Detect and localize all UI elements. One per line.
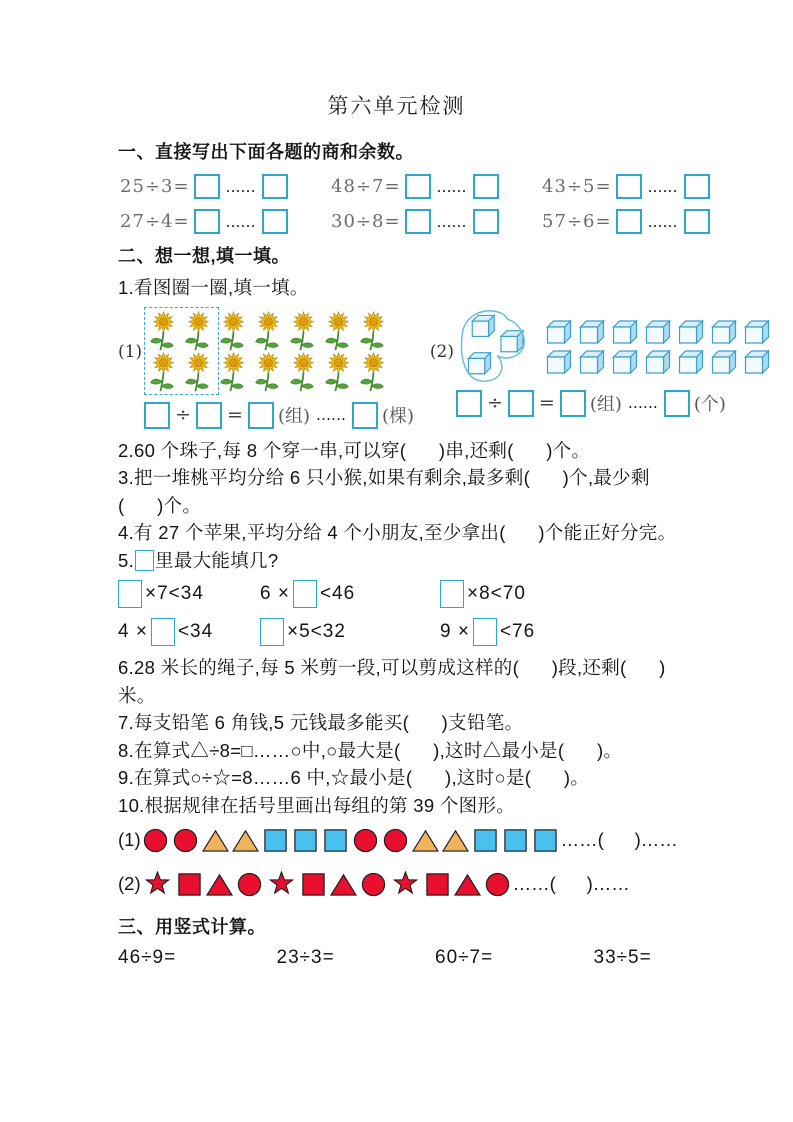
inequality-text: 9 × — [440, 621, 470, 642]
shape-square-icon — [176, 871, 203, 898]
division-problem — [542, 174, 775, 199]
shape-row-2-label: (2) — [118, 873, 141, 894]
ellipsis-dots: …… — [225, 212, 256, 231]
item-unit-label: (个) — [693, 394, 726, 415]
inequality-text: ×8<70 — [467, 583, 526, 604]
section1-heading: 一、直接写出下面各题的商和余数。 — [118, 142, 414, 162]
answer-box[interactable] — [262, 174, 288, 199]
answer-box[interactable] — [405, 209, 431, 234]
ellipsis-dots: …… — [315, 406, 346, 424]
shape-triangle-icon — [442, 827, 469, 854]
answer-box[interactable] — [262, 209, 288, 234]
cube-icon — [577, 317, 608, 345]
divide-symbol: ÷ — [175, 404, 192, 426]
vertical-calc-problem: 33÷5= — [593, 947, 652, 968]
division-expression: 27÷4= — [120, 211, 190, 232]
shape-circle-icon — [352, 827, 379, 854]
question-5-text — [118, 547, 775, 575]
division-expression: 48÷7= — [331, 176, 401, 197]
shape-circle-icon — [360, 871, 387, 898]
shape-square-icon — [532, 827, 559, 854]
answer-box[interactable] — [118, 580, 142, 608]
question-1-figures — [118, 308, 775, 429]
cube-icon — [544, 347, 575, 375]
answer-box[interactable] — [440, 580, 464, 608]
answer-box[interactable] — [196, 402, 222, 429]
shape-row-1-tail: ……( )…… — [560, 829, 678, 850]
shape-triangle-icon — [454, 871, 481, 898]
shape-circle-icon — [172, 827, 199, 854]
inequality-item — [440, 618, 535, 646]
answer-box[interactable] — [616, 174, 642, 199]
vertical-calc-problem: 46÷9= — [118, 947, 177, 968]
sunflower-icon — [357, 352, 390, 393]
ellipsis-dots: …… — [436, 212, 467, 231]
cube-icon — [610, 317, 641, 345]
figure-2-label: (2) — [429, 341, 454, 362]
equals-symbol: = — [227, 404, 243, 426]
answer-box[interactable] — [293, 580, 317, 608]
answer-box[interactable] — [352, 402, 378, 429]
equals-symbol: = — [538, 392, 555, 414]
sunflower-group — [144, 308, 414, 396]
division-problem — [120, 209, 331, 234]
sunflower-icon — [287, 311, 320, 352]
group-unit-label: (组) — [277, 406, 310, 427]
section3-heading: 三、用竖式计算。 — [118, 917, 266, 937]
shape-row-2-shapes — [142, 871, 511, 898]
shape-square-icon — [292, 827, 319, 854]
shape-triangle-icon — [202, 827, 229, 854]
question-1-text: 1.看图圈一圈,填一填。 — [118, 277, 309, 298]
inequality-text: 4 × — [118, 621, 148, 642]
shape-circle-icon — [484, 871, 511, 898]
figure-2 — [430, 308, 775, 417]
sunflower-icon — [147, 311, 180, 352]
inequality-item — [260, 580, 440, 608]
question-4-text: 4.有 27 个苹果,平均分给 4 个小朋友,至少拿出( )个能正好分完。 — [118, 522, 677, 543]
cube-icon — [643, 347, 674, 375]
group-unit-label: (组) — [589, 394, 622, 415]
question-9-text: 9.在算式○÷☆=8……6 中,☆最小是( ),这时○是( )。 — [118, 767, 590, 788]
question-3-text-line2: ( )个。 — [118, 494, 202, 516]
shape-row-1-shapes — [142, 827, 559, 854]
cube-icon — [742, 347, 773, 375]
shape-row-1-label: (1) — [118, 829, 141, 850]
ellipsis-dots: …… — [225, 177, 256, 196]
figure-2-equation — [456, 390, 775, 417]
question-8-text: 8.在算式△÷8=□……○中,○最大是( ),这时△最小是( )。 — [118, 739, 623, 761]
sunflower-icon — [147, 352, 180, 393]
shape-star-icon — [142, 871, 173, 898]
worksheet-content — [0, 120, 793, 969]
division-grid — [120, 174, 775, 234]
answer-box[interactable] — [473, 618, 497, 646]
question-10-text: 10.根据规律在括号里画出每组的第 39 个图形。 — [118, 794, 516, 816]
cube-icon — [610, 347, 641, 375]
sunflower-icon — [252, 352, 285, 393]
cube-icon — [577, 347, 608, 375]
answer-box[interactable] — [508, 390, 534, 417]
answer-box[interactable] — [560, 390, 586, 417]
ellipsis-dots: …… — [647, 177, 678, 196]
shape-row-2 — [118, 867, 775, 901]
answer-box[interactable] — [405, 174, 431, 199]
cube-icon — [676, 317, 707, 345]
sunflower-icon — [252, 311, 285, 352]
division-problem — [331, 209, 542, 234]
sunflower-icon — [182, 311, 215, 352]
flower-grid — [147, 311, 411, 393]
cube-icon — [643, 317, 674, 345]
divide-symbol: ÷ — [487, 392, 503, 414]
cube-icon — [709, 317, 740, 345]
question-7-text: 7.每支铅笔 6 角钱,5 元钱最多能买( )支铅笔。 — [118, 712, 524, 733]
division-expression: 57÷6= — [542, 211, 612, 232]
answer-box[interactable] — [144, 402, 170, 429]
division-problem — [120, 174, 331, 199]
ellipsis-dots: …… — [627, 394, 658, 412]
shape-square-icon — [262, 827, 289, 854]
answer-box[interactable] — [684, 174, 710, 199]
answer-box[interactable] — [194, 209, 220, 234]
item-unit-label: (棵) — [381, 406, 415, 427]
answer-box[interactable] — [456, 390, 482, 417]
vertical-calc-problem: 60÷7= — [435, 947, 494, 968]
answer-box[interactable] — [473, 209, 499, 234]
answer-box[interactable] — [684, 209, 710, 234]
cube-group — [456, 308, 775, 384]
division-problem — [331, 174, 542, 199]
cube-icon — [742, 317, 773, 345]
ellipsis-dots: …… — [647, 212, 678, 231]
question-6-text-line1: 6.28 米长的绳子,每 5 米剪一段,可以剪成这样的( )段,还剩( ) — [118, 657, 666, 678]
shape-square-icon — [322, 827, 349, 854]
figure-1-label: (1) — [118, 341, 143, 362]
question-6-text-line2: 米。 — [118, 684, 156, 706]
inequality-item — [118, 618, 260, 646]
shape-square-icon — [300, 871, 327, 898]
page-title: 第六单元检测 — [327, 94, 466, 118]
cube-icon — [544, 317, 575, 345]
question-5-prefix: 5. — [118, 549, 135, 571]
vertical-calc-row — [118, 947, 775, 969]
vertical-calc-problem: 23÷3= — [276, 947, 335, 968]
shape-triangle-icon — [206, 871, 233, 898]
shape-triangle-icon — [330, 871, 357, 898]
answer-box[interactable] — [260, 618, 284, 646]
shape-triangle-icon — [412, 827, 439, 854]
inequality-text: 6 × — [260, 583, 290, 604]
shape-square-icon — [502, 827, 529, 854]
shape-row-1 — [118, 823, 775, 857]
inequality-text: ×7<34 — [145, 583, 204, 604]
division-expression: 30÷8= — [331, 211, 401, 232]
inequality-row-2 — [118, 616, 775, 648]
inequality-item — [118, 580, 260, 608]
answer-box[interactable] — [194, 174, 220, 199]
question-5-suffix: 里最大能填几? — [155, 549, 279, 571]
shape-square-icon — [424, 871, 451, 898]
answer-box[interactable] — [248, 402, 274, 429]
shape-star-icon — [266, 871, 297, 898]
sunflower-icon — [217, 311, 250, 352]
sunflower-icon — [322, 352, 355, 393]
answer-box[interactable] — [664, 390, 690, 417]
inequality-text: <46 — [319, 583, 356, 604]
cube-icon — [676, 347, 707, 375]
question-2-text: 2.60 个珠子,每 8 个穿一串,可以穿( )串,还剩( )个。 — [118, 439, 591, 461]
sunflower-icon — [322, 311, 355, 352]
shape-star-icon — [390, 871, 421, 898]
shape-row-2-tail: ……( )…… — [512, 873, 630, 894]
shape-square-icon — [472, 827, 499, 854]
figure-1 — [118, 308, 424, 429]
answer-box[interactable] — [151, 618, 175, 646]
sunflower-icon — [217, 352, 250, 393]
shape-circle-icon — [142, 827, 169, 854]
division-expression: 25÷3= — [120, 176, 190, 197]
answer-box[interactable] — [473, 174, 499, 199]
inequality-row-1 — [118, 578, 775, 610]
circled-cubes-icon — [456, 308, 544, 384]
cube-grid — [544, 317, 775, 377]
sunflower-icon — [287, 352, 320, 393]
shape-circle-icon — [382, 827, 409, 854]
question-3-text-line1: 3.把一堆桃平均分给 6 只小猴,如果有剩余,最多剩( )个,最少剩 — [118, 467, 650, 488]
ellipsis-dots: …… — [436, 177, 467, 196]
section2-heading: 二、想一想,填一填。 — [118, 246, 291, 266]
inequality-text: <34 — [177, 621, 214, 642]
inequality-item — [440, 580, 526, 608]
answer-box[interactable] — [135, 550, 154, 571]
division-expression: 43÷5= — [542, 176, 612, 197]
answer-box[interactable] — [616, 209, 642, 234]
division-problem — [542, 209, 775, 234]
sunflower-icon — [182, 352, 215, 393]
inequality-text: ×5<32 — [287, 621, 346, 642]
inequality-item — [260, 618, 440, 646]
sunflower-icon — [357, 311, 390, 352]
shape-circle-icon — [236, 871, 263, 898]
inequality-text: <76 — [499, 621, 536, 642]
figure-1-equation — [144, 402, 414, 429]
cube-icon — [709, 347, 740, 375]
shape-triangle-icon — [232, 827, 259, 854]
